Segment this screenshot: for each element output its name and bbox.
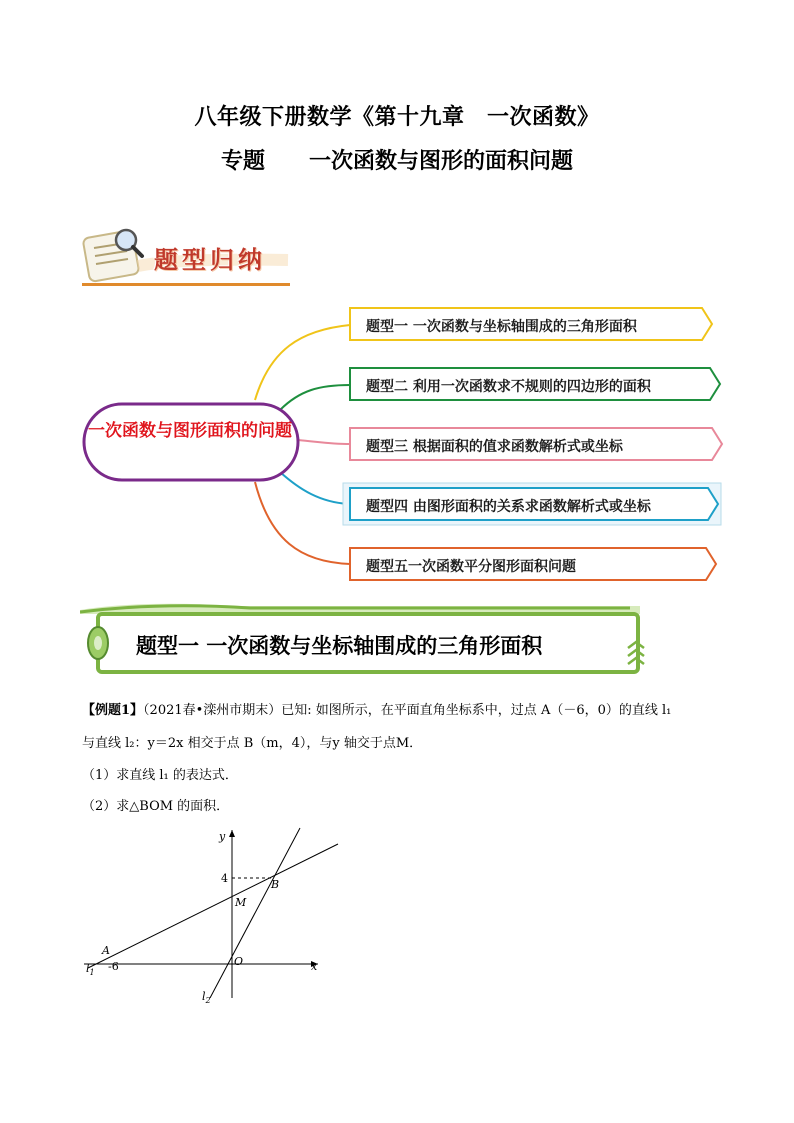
point-B-label: B	[271, 878, 280, 891]
branch-connector-1	[255, 325, 350, 400]
line-l2-label: $l_2$	[202, 990, 211, 1005]
subtitle-prefix: 专题	[220, 148, 265, 174]
problem-line-2: 与直线 l₂：y＝2x 相交于点 B（m，4），与y 轴交于点M．	[82, 736, 423, 751]
branch-connector-5	[255, 482, 350, 564]
question-2: （2）求△BOM 的面积．	[82, 799, 230, 814]
y-axis-label: y	[219, 830, 226, 843]
line-l1-label: $l_1$	[86, 962, 95, 977]
tick-label-neg6: -6	[108, 960, 119, 973]
line-l1	[88, 844, 338, 968]
section-title: 题型一 一次函数与坐标轴围成的三角形面积	[136, 633, 543, 658]
tick-label-4: 4	[221, 872, 228, 885]
branch-label-1: 题型一 一次函数与坐标轴围成的三角形面积	[366, 319, 637, 335]
branch-connector-3	[298, 440, 350, 444]
branch-label-3: 题型三 根据面积的值求函数解析式或坐标	[366, 439, 623, 455]
subtitle-text: 一次函数与图形的面积问题	[309, 148, 574, 174]
banner-label: 题型归纳	[154, 245, 266, 274]
branch-label-2: 题型二 利用一次函数求不规则的四边形的面积	[366, 379, 651, 395]
question-1: （1）求直线 l₁ 的表达式．	[82, 768, 238, 783]
branch-label-5: 题型五一次函数平分图形面积问题	[366, 559, 576, 575]
center-node-label: 一次函数与图形面积的问题	[88, 421, 292, 441]
document-subtitle	[0, 144, 794, 175]
point-A-label: A	[102, 944, 110, 957]
problem-statement-1: （2021春•滦州市期末）已知: 如图所示，在平面直角坐标系中，过点 A（－6，0）的直线 l₁	[143, 703, 672, 718]
banner-divider	[82, 283, 290, 286]
line-l2	[210, 828, 300, 998]
problem-line-1	[82, 701, 671, 721]
branch-connector-4	[280, 472, 348, 504]
point-M-label: M	[235, 896, 247, 909]
problem-label: 【例题1】	[82, 703, 144, 718]
origin-label: O	[234, 955, 244, 968]
branch-label-4: 题型四 由图形面积的关系求函数解析式或坐标	[366, 499, 651, 515]
branch-connector-2	[280, 385, 350, 410]
coordinate-figure	[78, 822, 348, 1012]
x-axis-label: x	[311, 960, 318, 973]
document-title: 八年级下册数学《第十九章 一次函数》	[194, 104, 600, 130]
y-axis-arrow	[229, 830, 235, 837]
